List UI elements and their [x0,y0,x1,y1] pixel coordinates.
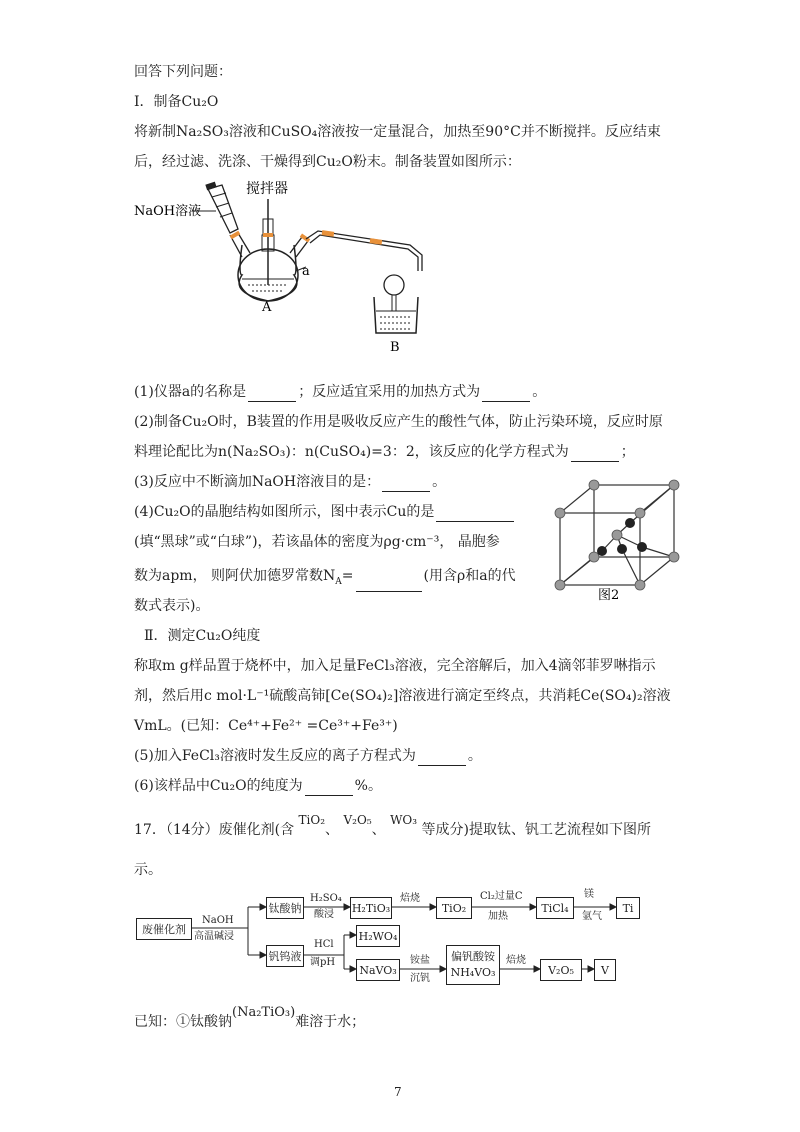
question-2-line2: 料理论配比为n(Na₂SO₃)：n(CuSO₄)=3：2，该反应的化学方程式为 ； [134,444,635,460]
box-tio2: TiO₂ [436,897,472,919]
naoh-label: NaOH溶液 [134,204,202,219]
box-v: V [594,959,616,981]
label-ammonium-salt: 铵盐 [410,955,430,966]
label-h2so4: H₂SO₄ [310,893,342,904]
question-4-line1: (4)Cu₂O的晶胞结构如图所示，图中表示Cu的是 [134,502,516,522]
stirrer-label: 搅拌器 [246,181,288,197]
label-argon: 氩气 [582,911,602,922]
page-number: 7 [394,1085,402,1099]
intro-line: 回答下列问题： [134,64,232,80]
label-alkali-leach: 高温碱浸 [194,931,234,942]
box-vw-liquid: 钒钨液 [266,945,304,967]
label-B: B [390,340,400,355]
answer-blank[interactable] [418,751,466,766]
label-heat: 加热 [488,911,508,922]
label-A: A [262,300,272,315]
formula-na2tio3: (Na₂TiO₃) [232,1005,296,1020]
label-cl2-c: Cl₂过量C [480,891,523,902]
paragraph-line: 称取m g样品置于烧杯中，加入足量FeCl₃溶液，完全溶解后，加入4滴邻菲罗啉指示 [134,658,656,674]
box-ticl4: TiCl₄ [536,897,574,919]
box-h2tio3: H₂TiO₃ [350,897,392,919]
question-2-line1: (2)制备Cu₂O时，B装置的作用是吸收反应产生的酸性气体，防止污染环境，反应时原 [134,414,663,430]
question-17-line1: 17．（14分）废催化剂(含 TiO₂、 V₂O₅、 WO₃ 等成分)提取钛、钒工艺流程如下图所 [134,813,651,838]
box-nh4vo3: 偏钒酸铵 NH₄VO₃ [446,945,500,985]
paragraph-line: 将新制Na₂SO₃溶液和CuSO₄溶液按一定量混合，加热至90°C并不断搅拌。反应结束 [134,124,661,140]
formula-tio2: TiO₂ [298,813,326,827]
label-acid-leach: 酸浸 [314,909,334,920]
crystal-caption: 图2 [598,588,620,603]
question-3: (3)反应中不断滴加NaOH溶液目的是： 。 [134,474,447,490]
box-v2o5: V₂O₅ [540,959,582,981]
question-5: (5)加入FeCl₃溶液时发生反应的离子方程式为 。 [134,748,482,764]
answer-blank[interactable] [382,477,430,492]
question-4-line4: 数式表示)。 [134,598,210,614]
box-ti: Ti [616,897,640,919]
paragraph-line: VmL。(已知：Ce⁴⁺+Fe²⁺ =Ce³⁺+Fe³⁺) [134,718,398,734]
formula-wo3: WO₃ [390,813,418,827]
question-17-line2: 示。 [134,862,162,878]
question-4-line2: (填“黑球”或“白球”)，若该晶体的密度为ρg·cm⁻³， 晶胞参 [134,534,500,550]
box-navo3: NaVO₃ [356,959,400,981]
paragraph-line: 剂，然后用c mol·L⁻¹硫酸高铈[Ce(SO₄)₂]溶液进行滴定至终点，共消耗Ce(SO₄)₂溶液 [134,688,671,704]
answer-blank[interactable] [571,447,619,462]
label-precipitate-v: 沉钒 [410,973,430,984]
answer-blank[interactable] [482,387,530,402]
question-6: (6)该样品中Cu₂O的纯度为 %。 [134,778,382,794]
paragraph-line: 后，经过滤、洗涤、干燥得到Cu₂O粉末。制备装置如图所示： [134,154,521,170]
label-roast: 焙烧 [400,893,420,904]
question-4-line3: 数为apm， 则阿伏加德罗常数$N_A=$ (用含ρ和a的代 [134,566,516,592]
answer-blank[interactable] [436,507,514,522]
label-a: a [302,264,310,279]
box-sodium-titanate: 钛酸钠 [266,897,304,919]
answer-blank[interactable] [248,387,296,402]
apparatus-diagram [130,175,450,355]
label-adjust-ph: 调pH [310,957,336,968]
label-roast: 焙烧 [506,955,526,966]
section-1-title: I．制备Cu₂O [134,94,219,110]
label-mg: 镁 [584,889,594,900]
process-flowchart [130,885,650,985]
question-1: (1)仪器a的名称是 ；反应适宜采用的加热方式为 。 [134,384,547,400]
label-naoh: NaOH [202,915,234,926]
crystal-cell-diagram [550,475,690,605]
section-2-title: Ⅱ．测定Cu₂O纯度 [144,628,261,644]
label-hcl: HCl [314,939,334,950]
box-waste-catalyst: 废催化剂 [136,918,192,940]
known-condition: 已知：①钛酸钠(Na₂TiO₃)难溶于水； [134,1005,366,1030]
answer-blank[interactable] [305,781,353,796]
formula-v2o5: V₂O₅ [343,813,372,827]
answer-blank[interactable] [356,577,422,592]
box-h2wo4: H₂WO₄ [356,925,400,947]
